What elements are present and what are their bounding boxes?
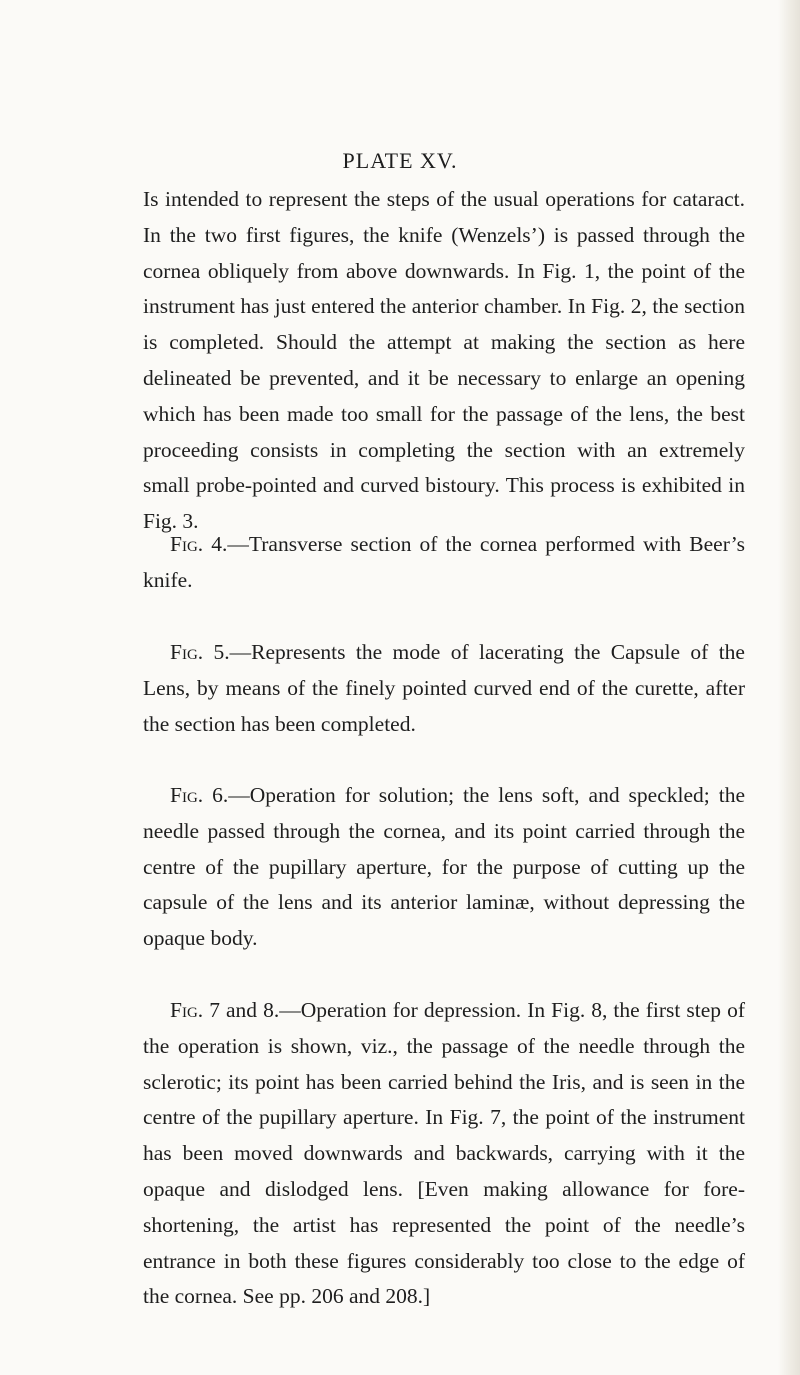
fig4-text: —Transverse section of the cornea performed with Beer’s knife. — [143, 532, 745, 592]
page-edge-shadow — [778, 0, 800, 1375]
fig6-paragraph — [143, 778, 745, 957]
fig5-paragraph — [143, 635, 745, 742]
intro-paragraph — [143, 182, 745, 540]
fig5-label: Fig. 5. — [170, 640, 230, 664]
intro-text: Is intended to represent the steps of the usual operations for cataract. In the two first figures, the knife (Wenzels’) is passed through the cornea obliquely from above downwards. In Fig. 1, the point of the instrument has just entered the anterior chamber. In Fig. 2, the section is completed. Should the attempt at making the section as here delineated be prevented, and it be necessary to enlarge an opening which has been made too small for the passage of the lens, the best proceeding consists in completing the section with an extremely small probe-pointed and curved bistoury. This process is exhibited in Fig. 3. — [143, 187, 745, 534]
fig6-text: —Operation for solution; the lens soft, and speckled; the needle passed through the cornea, and its point carried through the centre of the pupillary aperture, for the purpose of cutting up the capsule of the lens and its anterior laminæ, without depressing the opaque body. — [143, 783, 745, 951]
fig78-label: Fig. 7 — [170, 998, 220, 1022]
fig4-label: Fig. 4. — [170, 532, 228, 556]
fig78-text: and 8.—Operation for depression. In Fig. 8, the first step of the operation is shown, viz., the passage of the needle through the sclerotic; its point has been carried behind the Iris, and is seen in the centre of the pupillary aperture. In Fig. 7, the point of the instrument has been moved downwards and backwards, carrying with it the opaque and dislodged lens. [Even making allowance for fore-shortening, the artist has represented the point of the needle’s entrance in both these figures considerably too close to the edge of the cornea. See pp. 206 and 208.] — [143, 998, 745, 1309]
fig78-paragraph — [143, 993, 745, 1315]
fig4-paragraph — [143, 527, 745, 599]
fig6-label: Fig. 6. — [170, 783, 229, 807]
plate-title: PLATE XV. — [342, 148, 458, 173]
fig5-text: —Represents the mode of lacerating the Capsule of the Lens, by means of the finely pointed curved end of the curette, after the section has been completed. — [143, 640, 745, 736]
